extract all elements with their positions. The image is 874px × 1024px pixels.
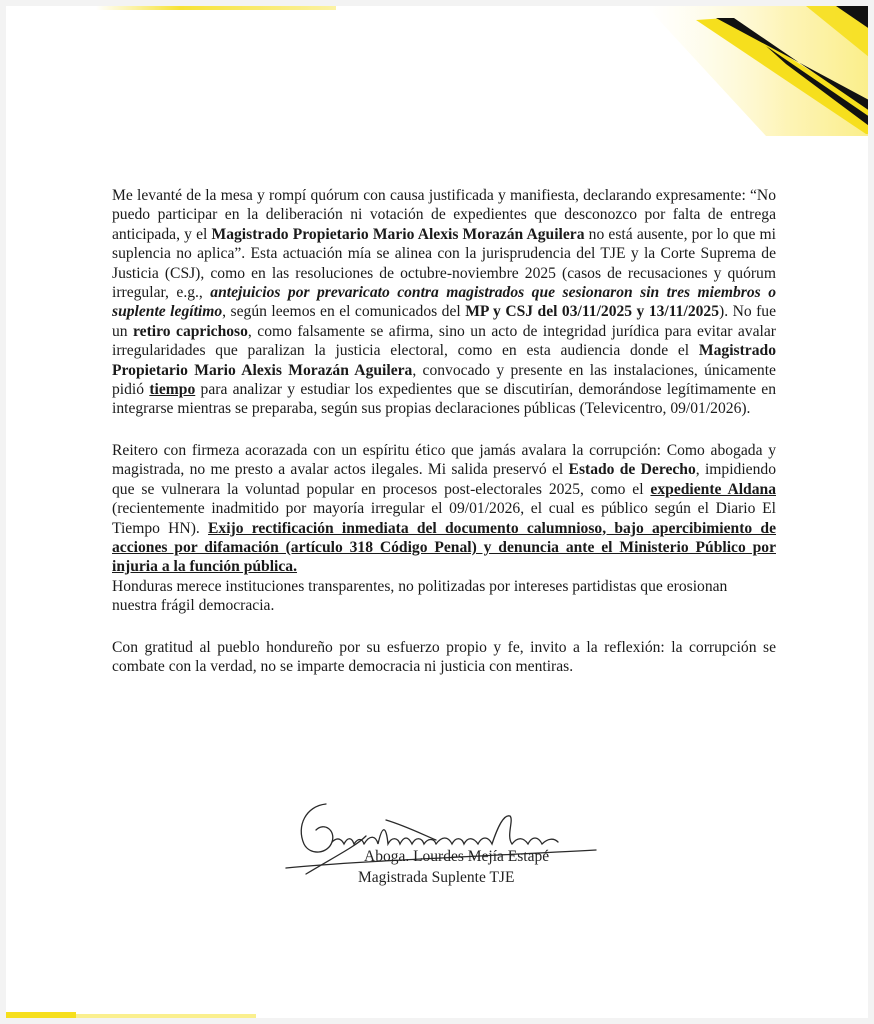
signer-name: Abogа. Lourdes Mejía Estapé xyxy=(364,848,550,865)
letter-body xyxy=(112,186,776,676)
paragraph-2: Reitero con firmeza acorazada con un espíritu ético que jamás avalara la corrupción: Como abogada y magistrada, no me presto a avalar actos ilegales. Mi salida preservó el Estado de Derecho, impidiendo que se vulnerara la voluntad popular en procesos post-electorales 2025, como el expediente Aldana (recientemente inadmitido por mayoría irregular el 09/01/2026, el cual es público según el Diario El Tiempo HN). Exijo rectificación inmediata del documento calumnioso, bajo apercibimiento de acciones por difamación (artículo 318 Código Penal) y denuncia ante el Ministerio Público por injuria a la función pública. xyxy=(112,441,776,576)
header-decoration xyxy=(6,6,868,146)
paragraph-4: Con gratitud al pueblo hondureño por su esfuerzo propio y fe, invito a la reflexión: la corrupción se combate con la verdad, no se imparte democracia ni justicia con mentiras. xyxy=(112,638,776,675)
footer-decoration xyxy=(6,1006,868,1018)
signature-block xyxy=(266,796,626,896)
signer-title: Magistrada Suplente TJE xyxy=(358,869,515,886)
paragraph-3: Honduras merece instituciones transparentes, no politizadas por intereses partidistas que erosionan nuestra frágil democracia. xyxy=(112,577,728,615)
paragraph-1: Me levanté de la mesa y rompí quórum con causa justificada y manifiesta, declarando expresamente: “No puedo participar en la deliberación ni votación de expedientes que desconozco por falta de entrega anticipada, y el Magistrado Propietario Mario Alexis Morazán Aguilera no está ausente, por lo que mi suplencia no aplica”. Esta actuación mía se alinea con la jurisprudencia del TJE y la Corte Suprema de Justicia (CSJ), como en las resoluciones de octubre-noviembre 2025 (casos de recusaciones y quórum irregular, e.g., antejuicios por prevaricato contra magistrados que sesionaron sin tres miembros o suplente legítimo, según leemos en el comunicados del MP y CSJ del 03/11/2025 y 13/11/2025). No fue un retiro caprichoso, como falsamente se afirma, sino un acto de integridad jurídica para evitar avalar irregularidades que paralizan la justicia electoral, como en esta audiencia donde el Magistrado Propietario Mario Alexis Morazán Aguilera, convocado y presente en las instalaciones, únicamente pidió tiempo para analizar y estudiar los expedientes que se discutirían, demorándose legítimamente en integrarse mientras se preparaba, según sus propias declaraciones públicas (Televicentro, 09/01/2026). xyxy=(112,187,777,418)
letter-page xyxy=(6,6,868,1018)
